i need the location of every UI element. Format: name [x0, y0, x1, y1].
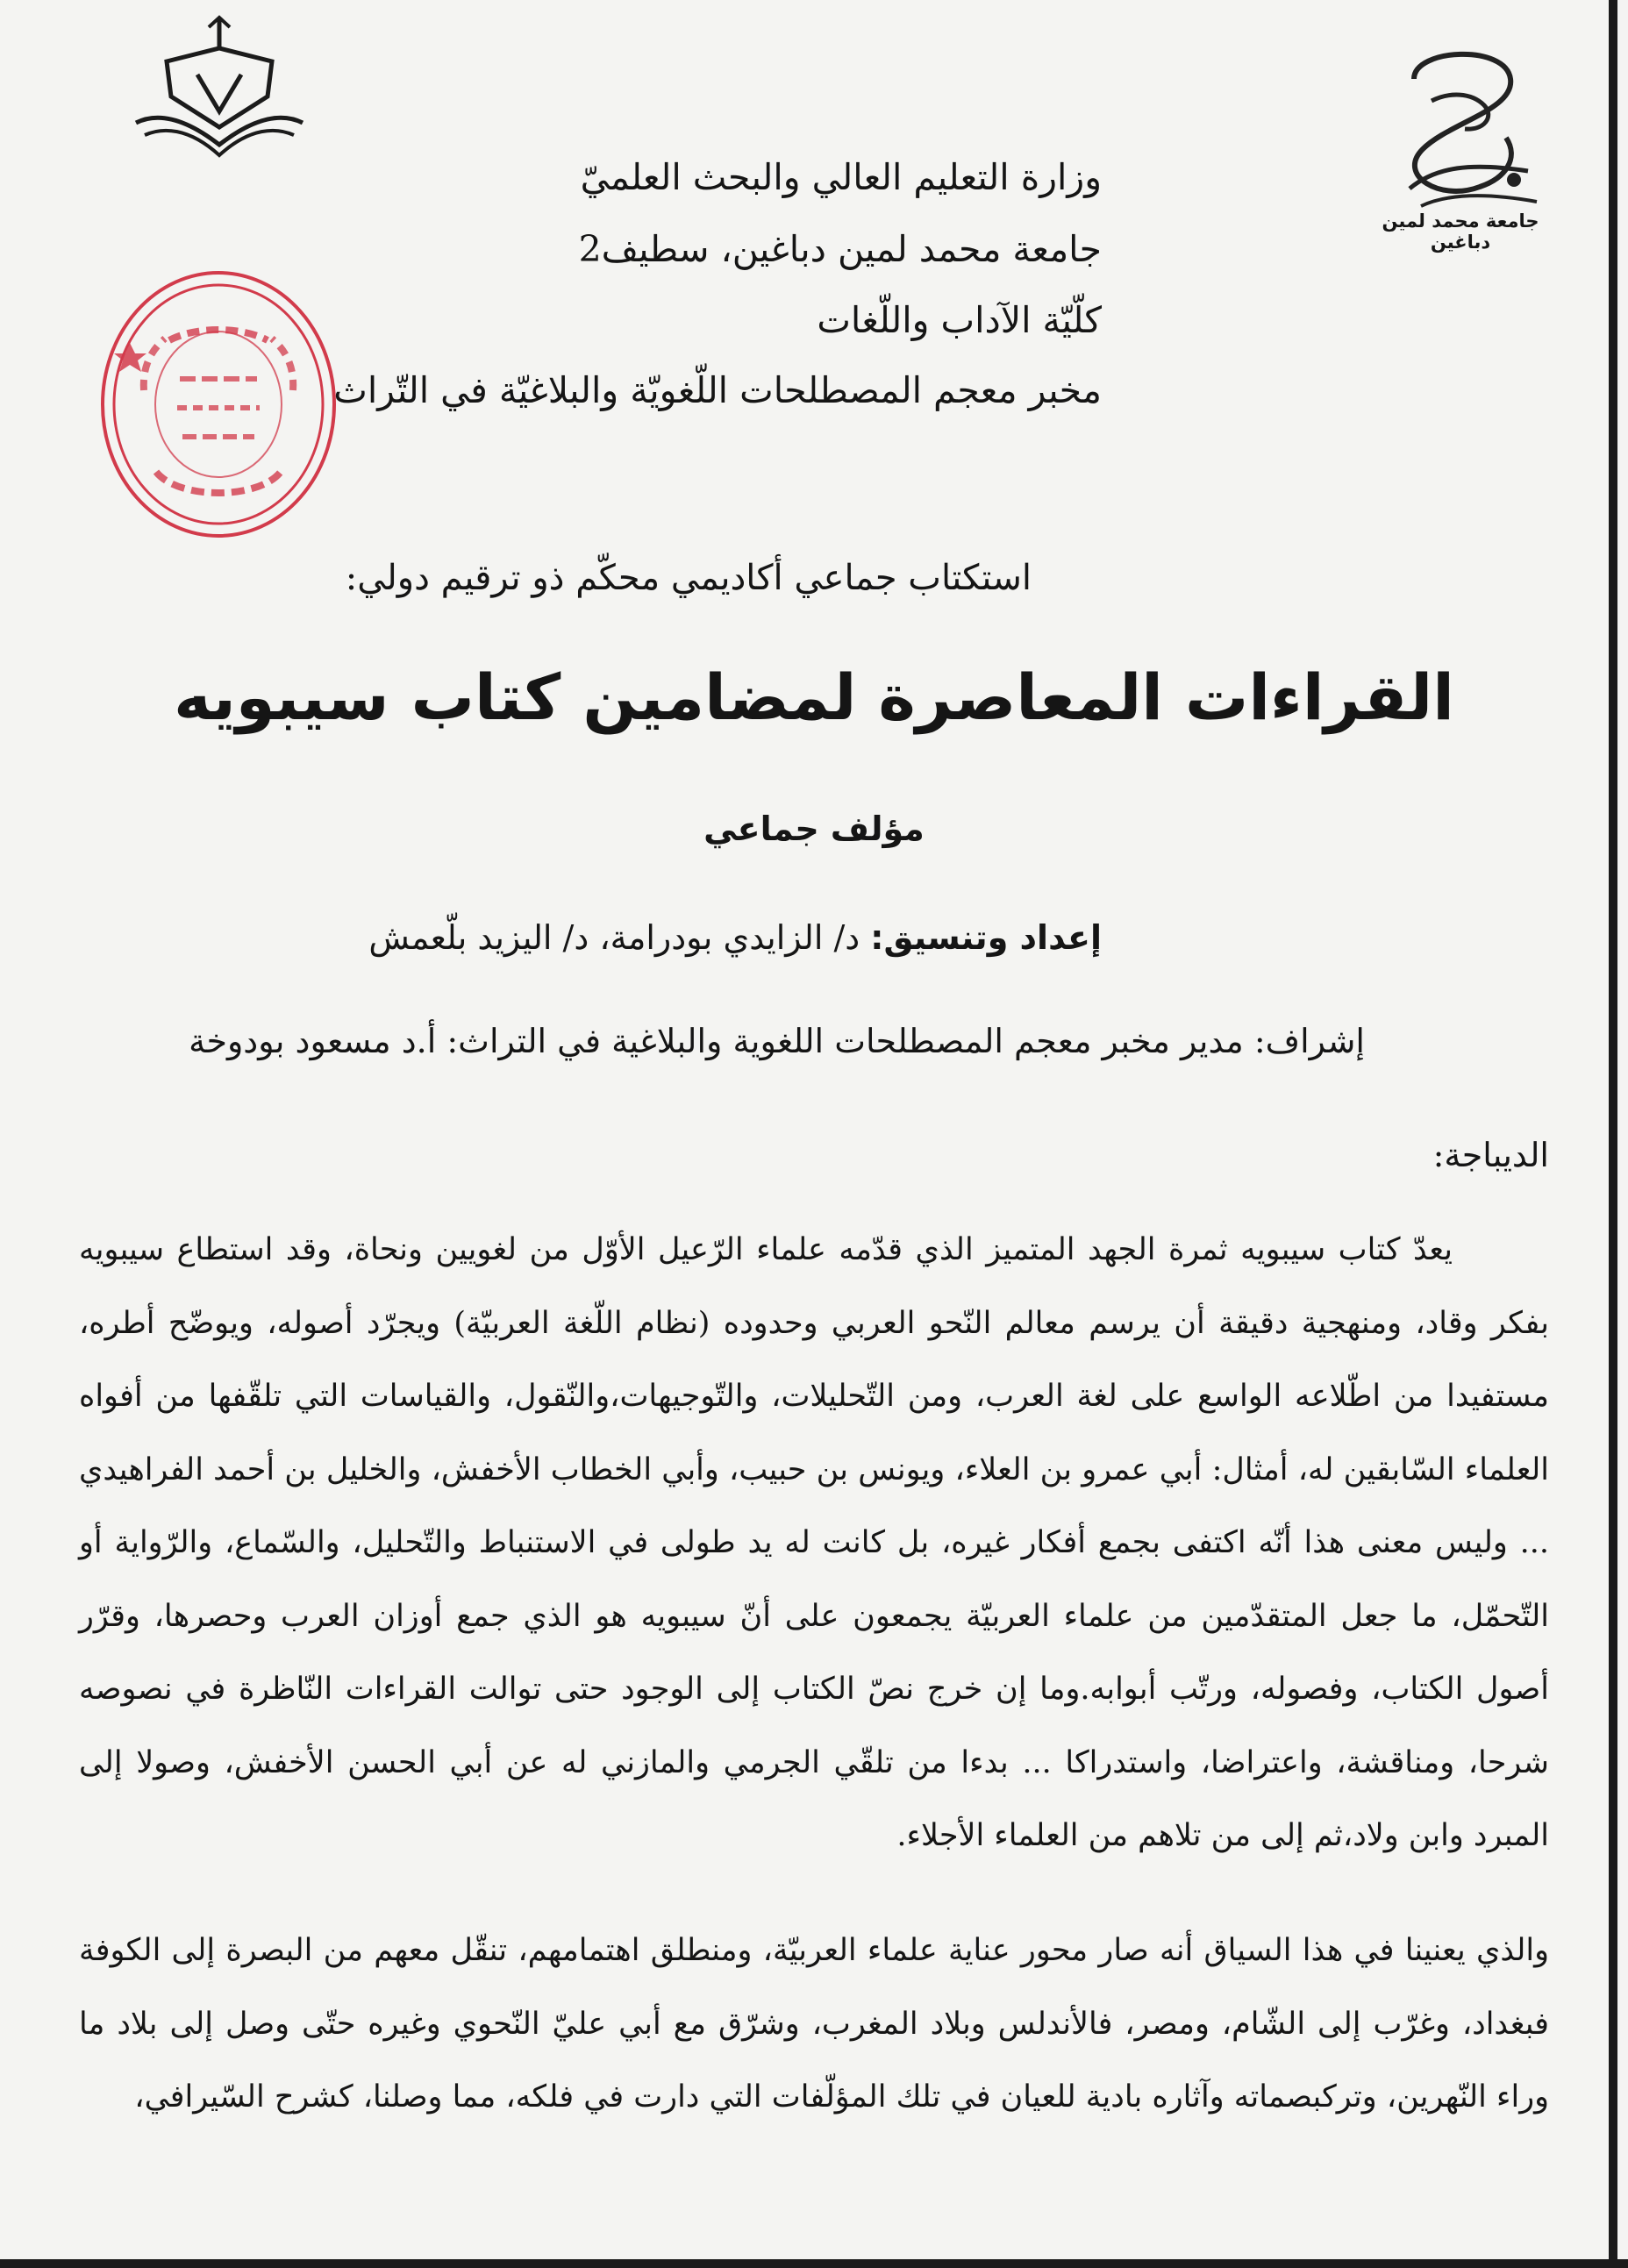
preface-paragraph-2: والذي يعنينا في هذا السياق أنه صار محور عناية علماء العربيّة، ومنطلق اهتمامهم، تنقّل معهم من البصرة إلى الكوفة فبغداد، وغرّب إلى الشّام، ومصر، فالأندلس وبلاد المغرب، وشرّق مع أبي عليّ النّحوي وغيره حتّى وصل إلى بلاد ما وراء النّهرين، وتركبصماته وآثاره بادية للعيان في تلك المؤلّفات التي دارت في فلكه، مما وصلنا، كشرح السّيرافي،: [79, 1933, 1549, 2115]
book-subtitle: مؤلف جماعي: [703, 809, 925, 848]
official-stamp-icon: [95, 263, 342, 546]
preparation-names: د/ الزايدي بودرامة، د/ اليزيد بلّعمش: [368, 918, 860, 957]
lab-name: مخبر معجم المصطلحات اللّغويّة والبلاغيّة في التّراث: [333, 369, 1102, 411]
preparation-line: [368, 914, 1102, 961]
supervision-line: إشراف: مدير مخبر معجم المصطلحات اللغوية والبلاغية في التراث: أ.د مسعود بودوخة: [189, 1022, 1365, 1060]
preparation-label: إعداد وتنسيق:: [870, 918, 1102, 957]
open-book-emblem-icon: [132, 13, 307, 158]
call-for-papers-line: استكتاب جماعي أكاديمي محكّم ذو ترقيم دولي:: [345, 558, 1032, 598]
page-right-border: [1609, 0, 1617, 2268]
faculty-name: كلّيّة الآداب واللّغات: [817, 299, 1102, 341]
page-bottom-border: [0, 2259, 1628, 2268]
preface-heading: الديباجة:: [1432, 1136, 1549, 1174]
university-name: جامعة محمد لمين دباغين، سطيف2: [578, 228, 1102, 270]
university-logo-caption: جامعة محمد لمين دباغين: [1382, 210, 1539, 253]
book-title: القراءات المعاصرة لمضامين كتاب سيبويه: [174, 660, 1454, 734]
preface-paragraph-1: يعدّ كتاب سيبويه ثمرة الجهد المتميز الذي قدّمه علماء الرّعيل الأوّل من لغويين ونحاة، وقد استطاع سيبويه بفكر وقاد، ومنهجية دقيقة أن يرسم معالم النّحو العربي وحدوده (نظام اللّغة العربيّة) ويجرّد أصوله، ويوضّح أطره، مستفيدا من اطّلاعه الواسع على لغة العرب، ومن التّحليلات، والتّوجيهات،والنّقول، والقياسات التي تلقّفها من أفواه العلماء السّابقين له، أمثال: أبي عمرو بن العلاء، ويونس بن حبيب، وأبي الخطاب الأخفش، والخليل بن أحمد الفراهيدي ... وليس معنى هذا أنّه اكتفى بجمع أفكار غيره، بل كانت له يد طولى في الاستنباط والتّحليل، والسّماع، والرّواية أو التّحمّل، ما جعل المتقدّمين من علماء العربيّة يجمعون على أنّ سيبويه هو الذي جمع أوزان العرب وحصرها، وقرّر أصول الكتاب، وفصوله، ورتّب أبوابه.وما إن خرج نصّ الكتاب إلى الوجود حتى توالت القراءات النّاظرة في نصوصه شرحا، ومناقشة، واعتراضا، واستدراكا ... بدءا من تلقّي الجرمي والمازني له عن أبي الحسن الأخفش، وصولا إلى المبرد وابن ولاد،ثم إلى من تلاهم من العلماء الأجلاء.: [79, 1232, 1549, 1853]
ministry-name: وزارة التعليم العالي والبحث العلميّ: [580, 156, 1102, 198]
